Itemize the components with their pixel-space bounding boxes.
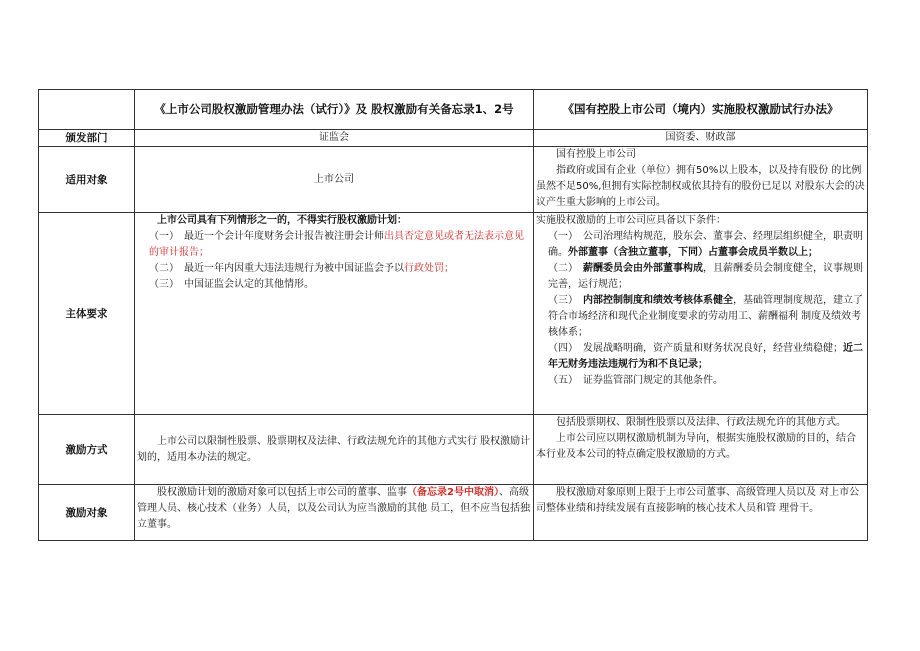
subject-col1 (135, 213, 534, 415)
subject-col2-item5: （五） 证券监管部门规定的其他条件。 (548, 375, 723, 386)
subject-col2-item4-bold: 近二年无财务违法违规行为和不良记录； (548, 343, 863, 370)
header-row (39, 90, 868, 130)
objects-col1-text-b: 、高级管理人员、核心技术（业务）人员，以及公司认为应当激励的其他 员工，但不应当包括独立董事。 (137, 487, 531, 530)
comparison-table (38, 89, 868, 541)
target-col2 (534, 147, 868, 213)
method-label: 激励方式 (39, 415, 135, 485)
subject-col2-intro: 实施股权激励的上市公司应具备以下条件： (536, 215, 726, 226)
subject-col2-item2-bold: 薪酬委员会由外部董事构成 (583, 263, 703, 274)
subject-col1-item2-red: 行政处罚； (404, 263, 454, 274)
subject-col2-item3-text: ，基础管理制度规范，建立了符合市场经济和现代企业制度要求的劳动用工、薪酬福利 制度及绩效考核体系； (548, 295, 863, 338)
objects-col1 (135, 485, 534, 541)
objects-col1-red: （备忘录2号中取消） (407, 487, 499, 498)
subject-col1-item2 (137, 261, 531, 277)
method-row (39, 415, 868, 485)
subject-col2-item2-text: ，且薪酬委员会制度健全，议事规则完善，运行规范； (548, 263, 863, 290)
dept-row (39, 130, 868, 147)
objects-label: 激励对象 (39, 485, 135, 541)
subject-col2-item2 (536, 261, 865, 293)
target-label: 适用对象 (39, 147, 135, 213)
subject-label: 主体要求 (39, 213, 135, 415)
subject-col2 (534, 213, 868, 415)
target-col2-line2: 指政府或国有企业（单位）拥有50%以上股本，以及持有股份 的比例虽然不足50%,但拥有实际控制权或依其持有的股份已足以 对股东大会的决议产生重大影响的上市公司。 (536, 165, 865, 208)
subject-col2-item1-text: （一） 公司治理结构规范，股东会、董事会、经理层组织健全，职责明确。 (548, 231, 863, 258)
dept-col1: 证监会 (135, 130, 534, 147)
subject-col2-item1 (536, 229, 865, 261)
method-col2 (534, 415, 868, 485)
header-empty-cell (39, 90, 135, 130)
subject-col2-item1-bold: 外部董事（含独立董事，下同）占董事会成员半数以上； (568, 247, 818, 258)
subject-col1-item3: （三） 中国证监会认定的其他情形。 (149, 279, 314, 290)
dept-label: 颁发部门 (39, 130, 135, 147)
subject-col2-item3 (536, 293, 865, 341)
target-row (39, 147, 868, 213)
subject-col2-item4-text: （四） 发展战略明确，资产质量和财务状况良好，经营业绩稳健； (548, 343, 843, 354)
subject-col1-item2-text: （二） 最近一年内因重大违法违规行为被中国证监会予以 (149, 263, 404, 274)
target-col2-line1: 国有控股上市公司 (556, 149, 636, 160)
objects-col1-text-a: 股权激励计划的激励对象可以包括上市公司的董事、监事 (157, 487, 407, 498)
method-col1 (135, 415, 534, 485)
subject-col2-item3-bold: 内部控制制度和绩效考核体系健全 (583, 295, 733, 306)
subject-col2-item4 (536, 341, 865, 373)
col2-title: 《国有控股上市公司（境内）实施股权激励试行办法》 (534, 90, 868, 130)
col1-title: 《上市公司股权激励管理办法（试行）》及 股权激励有关备忘录1、2号 (135, 90, 534, 130)
method-col2-para2: 上市公司应以期权激励机制为导向，根据实施股权激励的目的，结合本行业及本公司的特点确定股权激励的方式。 (536, 433, 856, 460)
subject-col2-item3-num: （三） (548, 295, 583, 306)
subject-row (39, 213, 868, 415)
objects-col2-text: 股权激励对象原则上限于上市公司董事、高级管理人员以及 对上市公司整体业绩和持续发展有直接影响的核心技术人员和管 理骨干。 (536, 487, 860, 514)
method-col1-text: 上市公司以限制性股票、股票期权及法律、行政法规允许的其他方式实行 股权激励计划的，适用本办法的规定。 (137, 435, 531, 463)
target-col1: 上市公司 (135, 147, 534, 213)
objects-col1-text (137, 485, 531, 533)
subject-col2-item2-num: （二） (548, 263, 583, 274)
objects-row (39, 485, 868, 541)
subject-col1-title: 上市公司具有下列情形之一的，不得实行股权激励计划： (157, 215, 407, 226)
method-col2-para1: 包括股票期权、限制性股票以及法律、行政法规允许的其他方式。 (556, 417, 846, 428)
subject-col1-item1-text: （一） 最近一个会计年度财务会计报告被注册会计师 (149, 231, 384, 242)
subject-col1-item1-red: 出具否定意见或者无法表示意见的审计报告； (149, 231, 524, 258)
dept-col2: 国资委、财政部 (534, 130, 868, 147)
objects-col2 (534, 485, 868, 541)
subject-col1-item1 (137, 229, 531, 261)
